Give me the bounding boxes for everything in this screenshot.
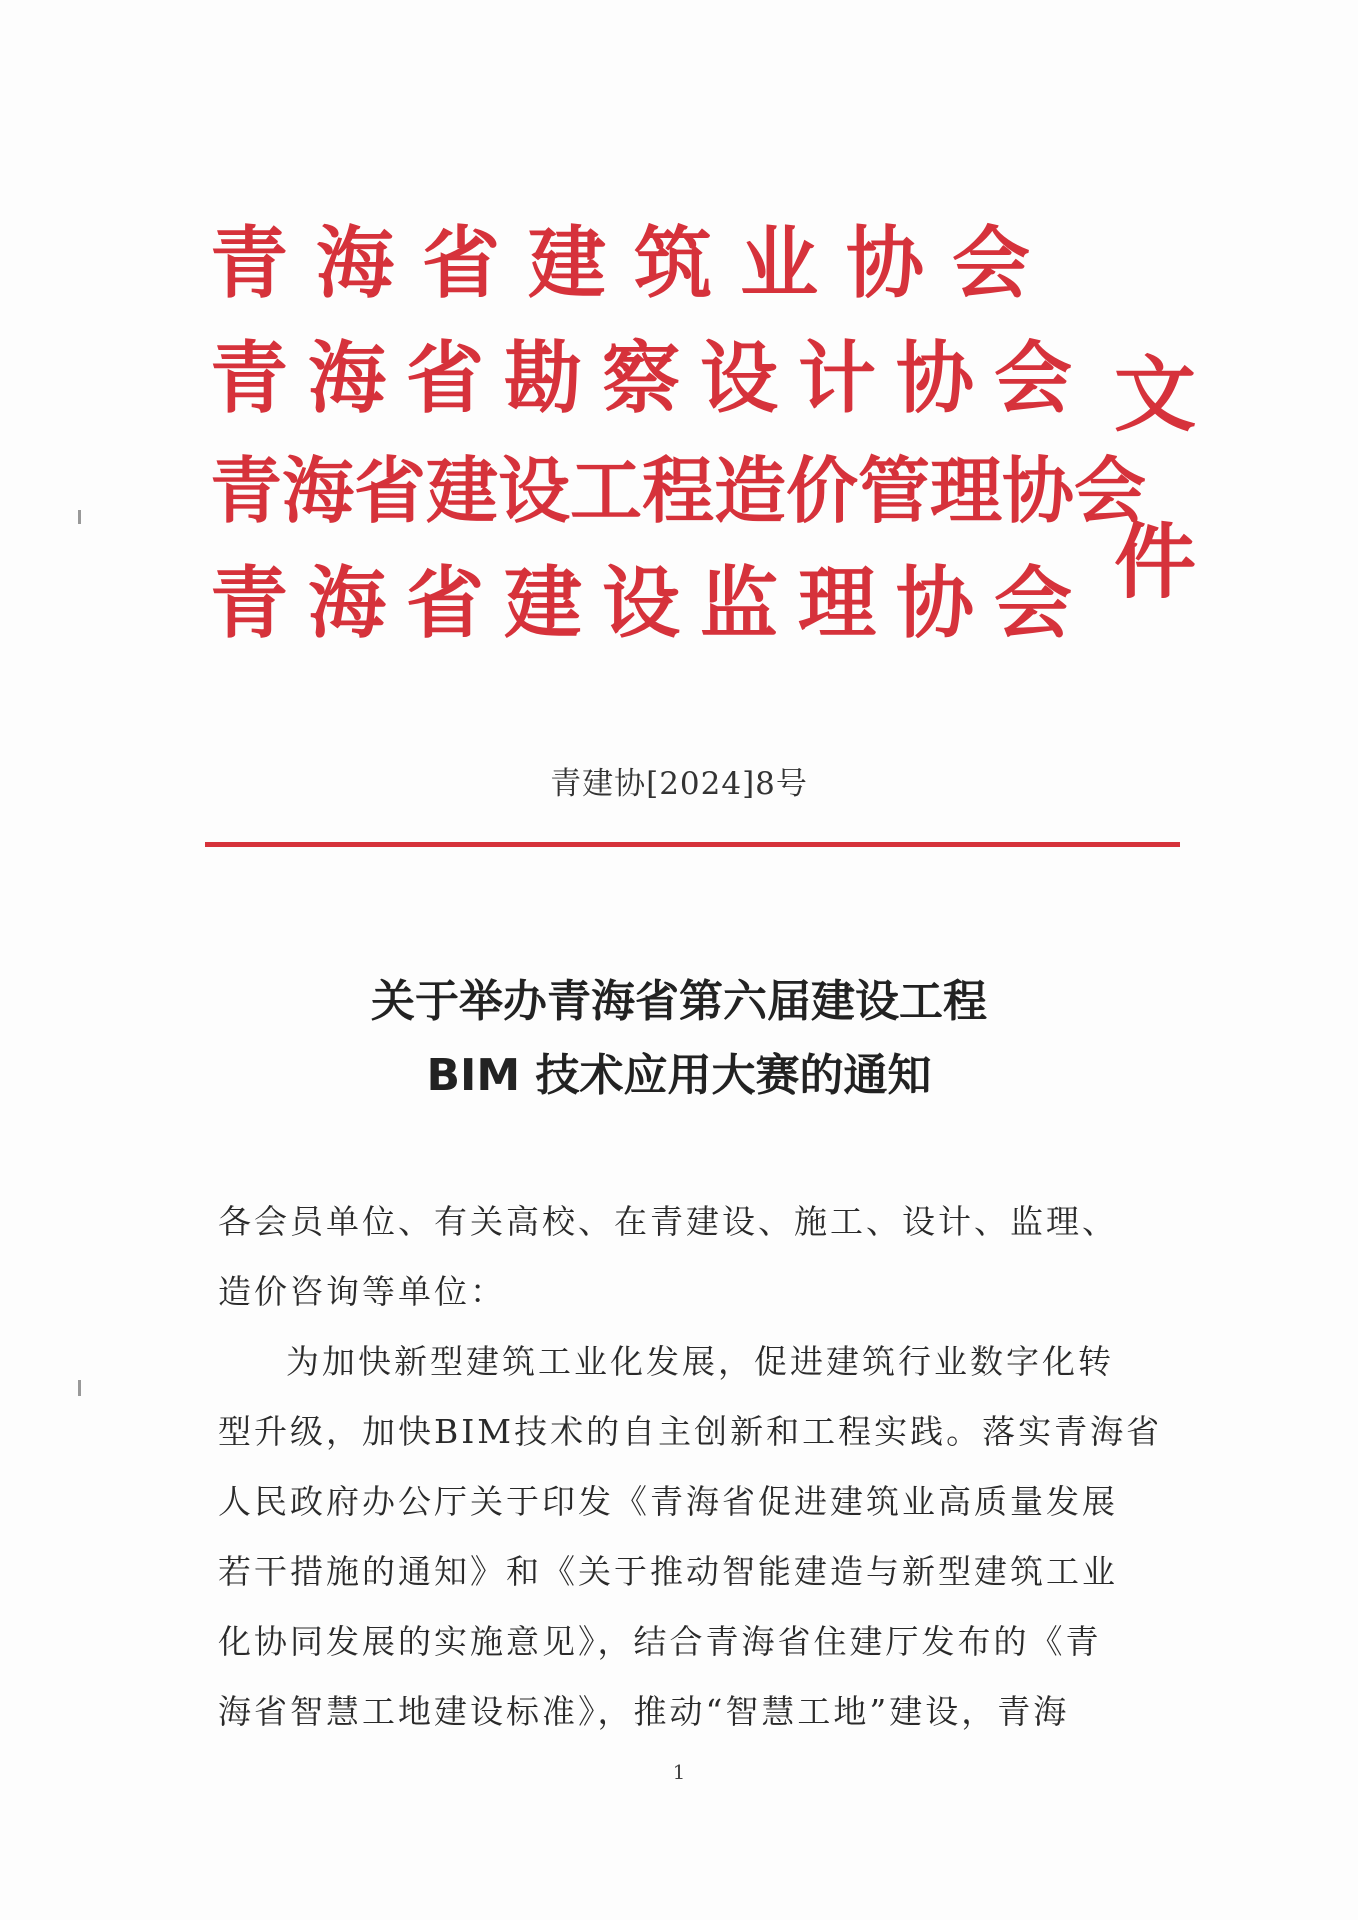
document-type-char-1: 文 <box>1113 348 1196 443</box>
paragraph-line: 型升级，加快BIM技术的自主创新和工程实践。落实青海省 <box>218 1412 1163 1451</box>
paragraph-line: 化协同发展的实施意见》，结合青海省住建厅发布的《青 <box>218 1622 1102 1661</box>
document-body <box>218 1187 1168 1747</box>
paragraph-line: 人民政府办公厅关于印发《青海省促进建筑业高质量发展 <box>218 1482 1118 1521</box>
salutation-line-2: 造价咨询等单位： <box>218 1272 506 1311</box>
salutation-line-1: 各会员单位、有关高校、在青建设、施工、设计、监理、 <box>218 1202 1118 1241</box>
org-name-supervision-association: 青海省建设监理协会 <box>210 559 1093 649</box>
scan-artifact-mark <box>78 510 81 524</box>
paragraph-line: 为加快新型建筑工业化发展，促进建筑行业数字化转 <box>286 1342 1114 1381</box>
title-line-2: BIM 技术应用大赛的通知 <box>426 1050 932 1101</box>
scan-artifact-mark <box>78 1380 81 1396</box>
document-title <box>0 965 1358 1113</box>
document-type-label <box>1110 348 1200 610</box>
letterhead <box>210 215 1210 655</box>
paragraph-line: 海省智慧工地建设标准》，推动“智慧工地”建设，青海 <box>218 1692 1070 1731</box>
page-number: 1 <box>672 1760 686 1784</box>
paragraph-line: 若干措施的通知》和《关于推动智能建造与新型建筑工业 <box>218 1552 1118 1591</box>
title-line-1: 关于举办青海省第六届建设工程 <box>371 976 987 1027</box>
org-name-cost-management-association: 青海省建设工程造价管理协会 <box>210 449 1147 533</box>
org-name-construction-industry-association: 青海省建筑业协会 <box>210 219 1059 309</box>
document-number: 青建协[2024]8号 <box>550 766 808 802</box>
red-divider-line <box>205 842 1180 847</box>
org-name-survey-design-association: 青海省勘察设计协会 <box>210 334 1093 424</box>
document-type-char-2: 件 <box>1113 515 1196 610</box>
